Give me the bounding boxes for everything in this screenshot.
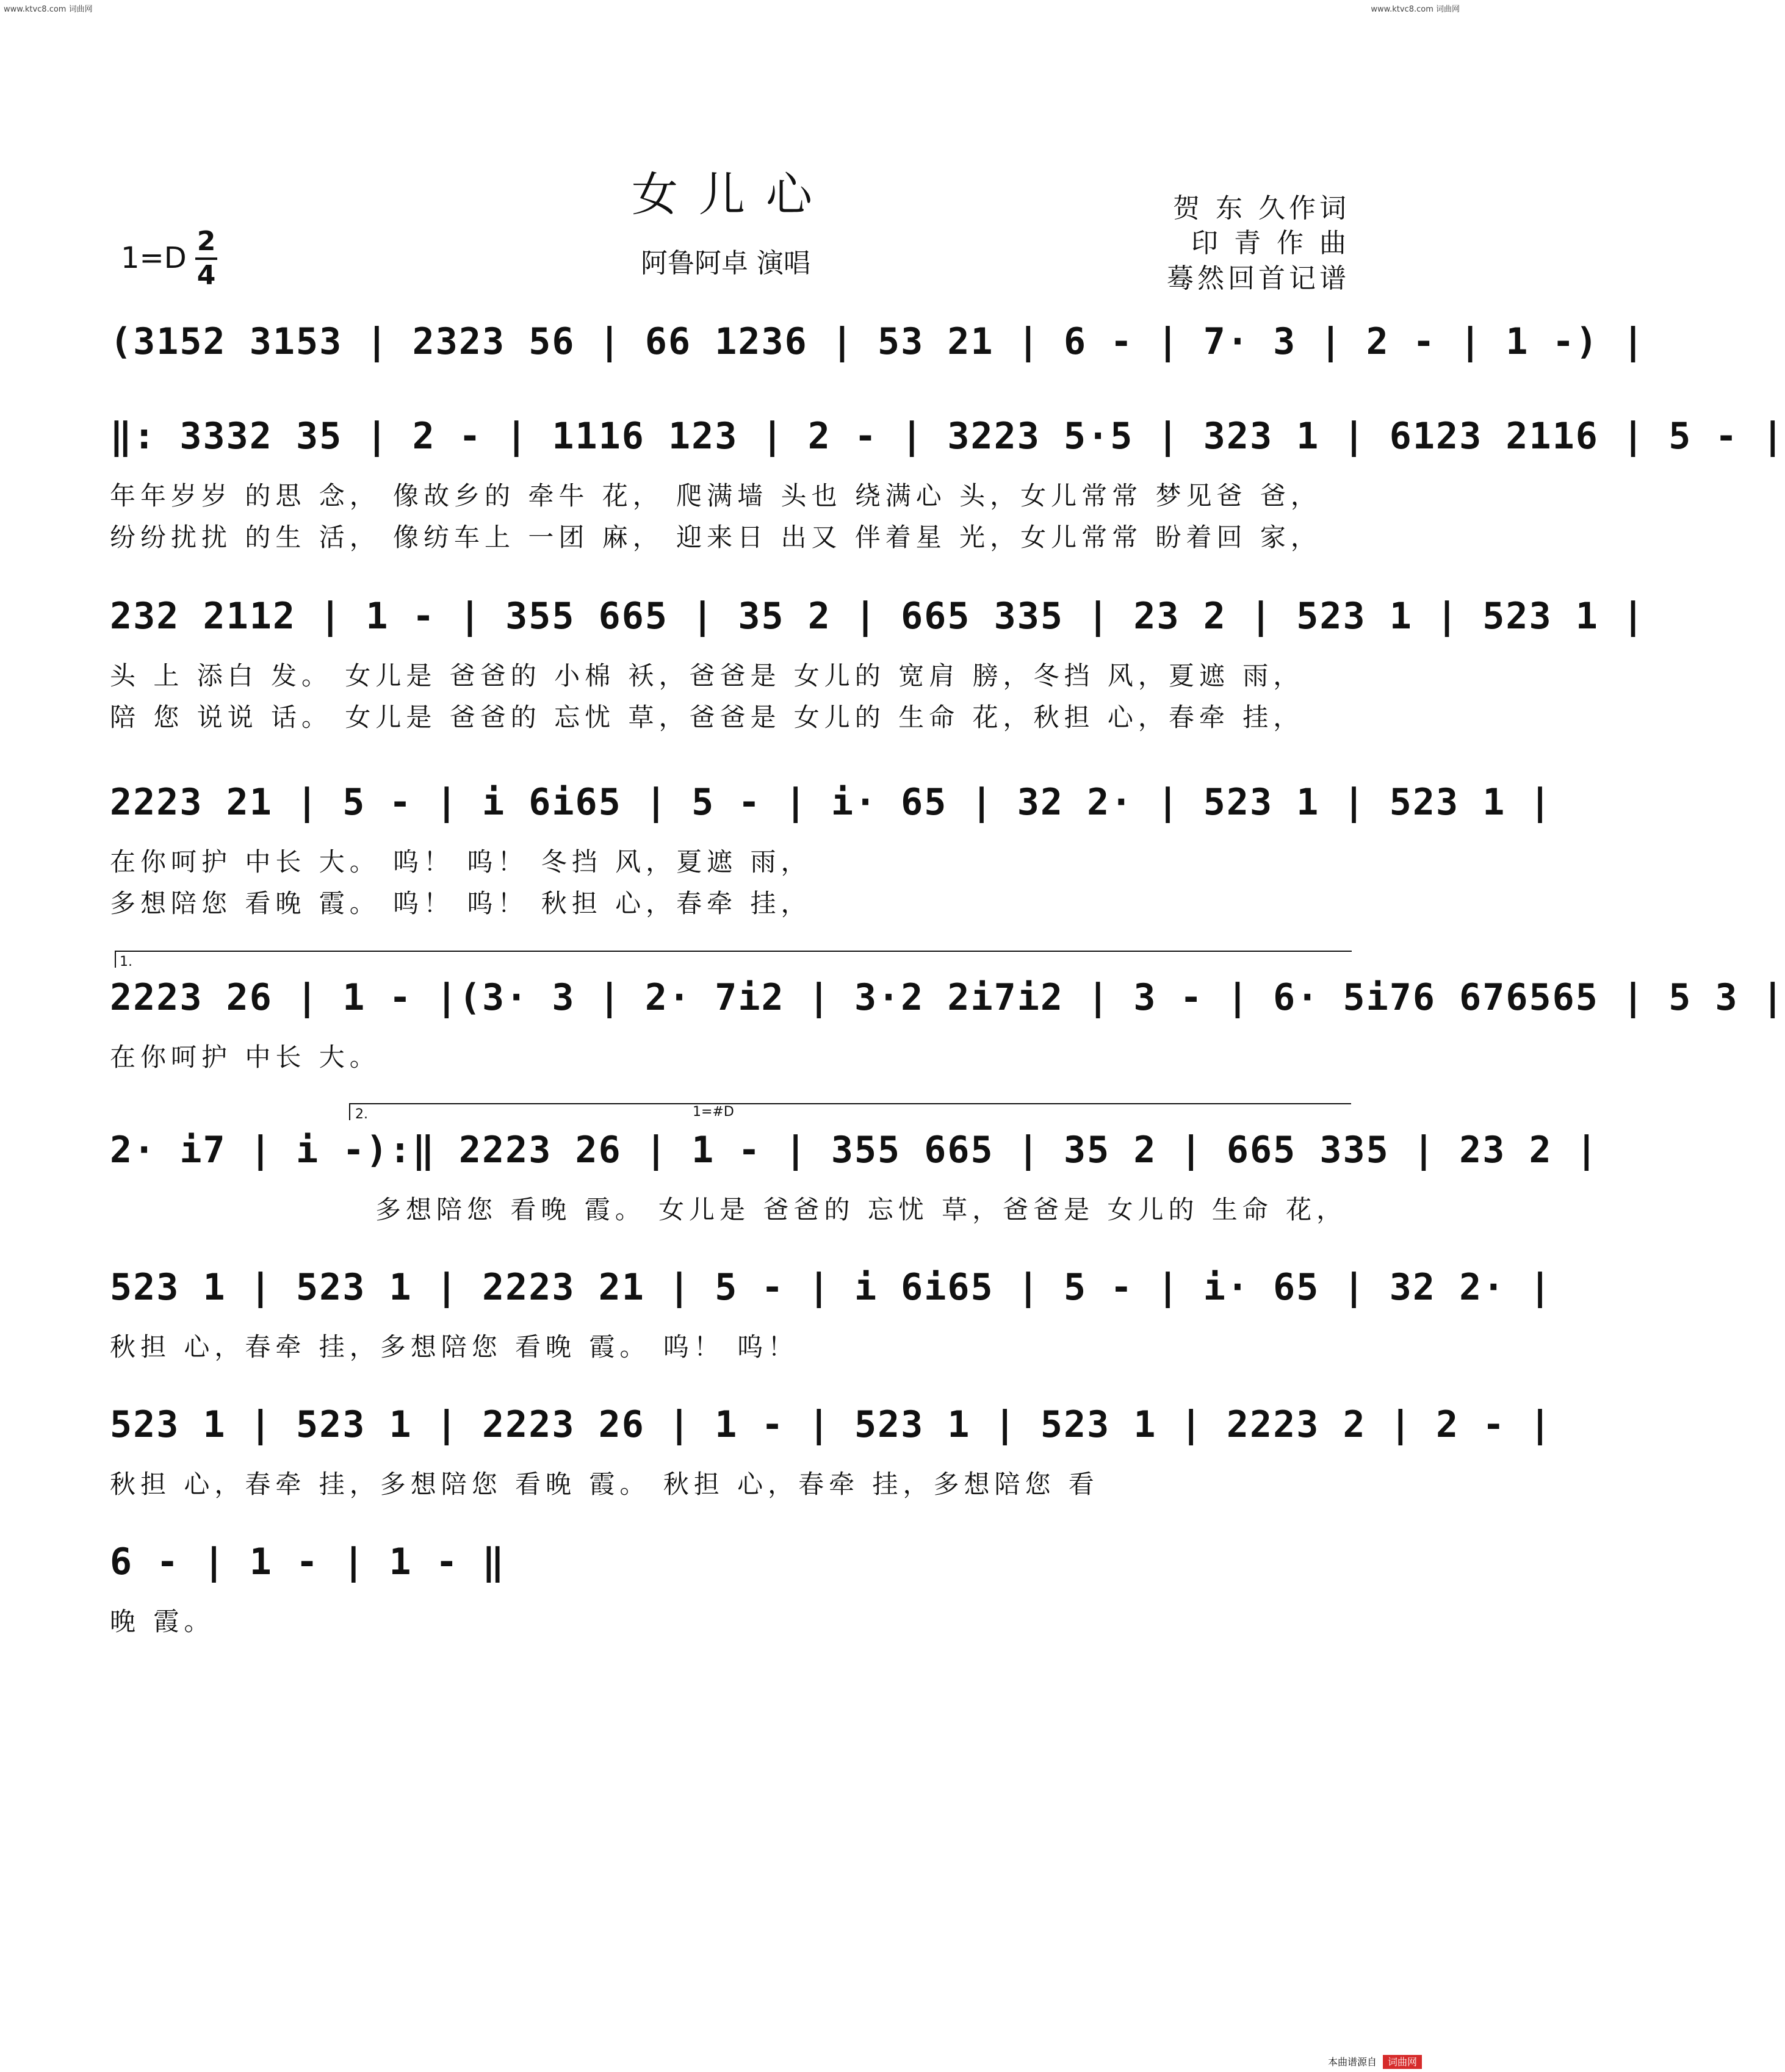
meter-top: 2 [197,226,216,257]
score-row-6 [0,1104,1599,1225]
transcriber-credit: 蓦然回首记谱 [1167,263,1350,294]
score-row-2 [0,415,1785,552]
lyric-verse-1: 在你呵护 中长 大。 [110,1042,380,1072]
music-notation: ‖: 3332 35 | 2 - | 1116 123 | 2 - | 3223 5·5 | 323 1 | 6123 2116 | 5 - | [110,415,1785,458]
music-notation: 523 1 | 523 1 | 2223 26 | 1 - | 523 1 | 523 1 | 2223 2 | 2 - | [110,1403,1552,1446]
lyric-verse-2: 多想陪您 看晚 霞。 呜！ 呜！ 秋担 心，春牵 挂， [110,888,812,918]
key-signature: 1=D [121,241,187,275]
modulation-mark: 1=#D [693,1104,734,1120]
lyric-verse-2: 纷纷扰扰 的生 活， 像纺车上 一团 麻， 迎来日 出又 伴着星 光，女儿常常 盼着回 家， [110,522,1321,552]
lyric-line: 秋担 心，春牵 挂，多想陪您 看晚 霞。 呜！ 呜！ [110,1332,799,1362]
site-watermark-right: www.ktvc8.com 词曲网 [1371,5,1460,14]
lyric-verse-2: 陪 您 说说 话。 女儿是 爸爸的 忘忧 草，爸爸是 女儿的 生命 花，秋担 心，春牵 挂， [110,702,1304,732]
score-row-1 [0,320,1646,375]
music-notation: (3152 3153 | 2323 56 | 66 1236 | 53 21 | 6 - | 7· 3 | 2 - | 1 -) | [110,320,1646,363]
volta-bracket [349,1103,1351,1120]
score-row-8 [0,1403,1552,1499]
score-row-5 [0,954,1785,1072]
volta-label: 2. [355,1107,368,1122]
score-row-9 [0,1541,1465,1636]
music-notation: 2· i7 | i -):‖ 2223 26 | 1 - | 355 665 | 35 2 | 665 335 | 23 2 | [110,1129,1599,1171]
music-notation: 2223 21 | 5 - | i 6i65 | 5 - | i· 65 | 32 2· | 523 1 | 523 1 | [110,781,1552,824]
lyric-verse-1: 在你呵护 中长 大。 呜！ 呜！ 冬挡 风，夏遮 雨， [110,847,812,877]
score-row-4 [0,781,1552,918]
singer-credit: 阿鲁阿卓 演唱 [641,248,810,279]
lyric-verse-1: 年年岁岁 的思 念， 像故乡的 牵牛 花， 爬满墙 头也 绕满心 头，女儿常常 梦见爸 爸， [110,481,1321,511]
score-row-3 [0,595,1646,732]
score-row-7 [0,1266,1552,1362]
lyricist-credit: 贺 东 久作词 [1173,193,1350,224]
footer-tag[interactable]: 词曲网 [1383,2055,1422,2069]
footer-note: 本曲谱源自 [1327,2056,1377,2068]
music-notation: 232 2112 | 1 - | 355 665 | 35 2 | 665 335 | 23 2 | 523 1 | 523 1 | [110,595,1646,638]
volta-label: 1. [120,954,132,969]
footer-source [1328,2054,1422,2068]
lyric-line: 秋担 心，春牵 挂，多想陪您 看晚 霞。 秋担 心，春牵 挂，多想陪您 看 [110,1469,1099,1499]
lyric-line: 晚 霞。 [110,1606,215,1636]
volta-bracket [115,951,1352,968]
lyric-verse-2: 多想陪您 看晚 霞。 女儿是 爸爸的 忘忧 草，爸爸是 女儿的 生命 花， [375,1195,1347,1225]
meter-bottom: 4 [197,260,216,291]
song-title: 女儿心 [632,167,833,221]
site-watermark-left: www.ktvc8.com 词曲网 [4,5,93,14]
music-notation: 6 - | 1 - | 1 - ‖ [110,1541,506,1583]
time-signature [194,226,218,292]
music-notation: 523 1 | 523 1 | 2223 21 | 5 - | i 6i65 | 5 - | i· 65 | 32 2· | [110,1266,1552,1309]
composer-credit: 印 青 作 曲 [1191,228,1350,259]
music-notation: 2223 26 | 1 - |(3· 3 | 2· 7i2 | 3·2 2i7i2 | 3 - | 6· 5i76 676565 | 5 3 | [110,976,1785,1019]
lyric-verse-1: 头 上 添白 发。 女儿是 爸爸的 小棉 袄，爸爸是 女儿的 宽肩 膀，冬挡 风，夏遮 雨， [110,661,1304,691]
